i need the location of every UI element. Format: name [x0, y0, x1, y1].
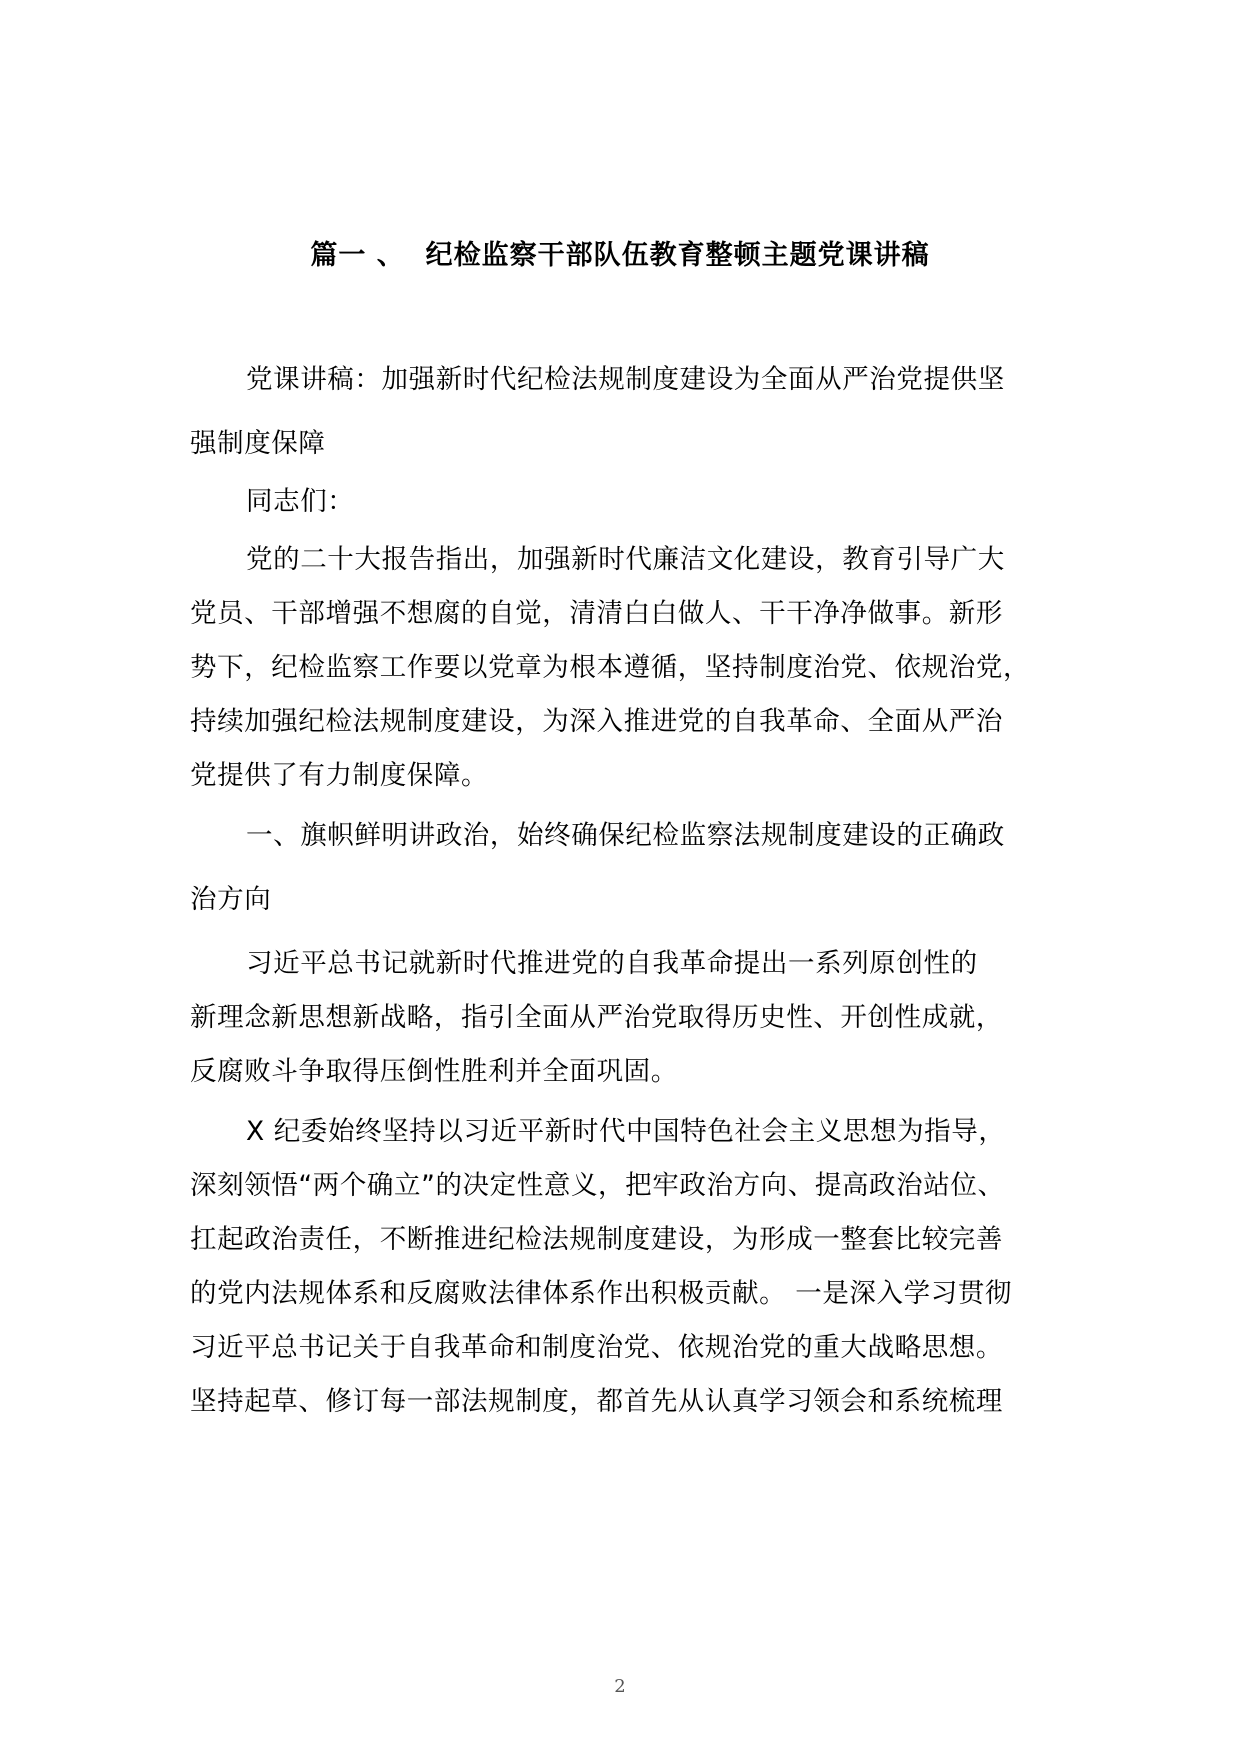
paragraph3-line-2: 深刻领悟“两个确立”的决定性意义，把牢政治方向、提高政治站位、	[190, 1170, 1005, 1201]
paragraph1-line-1: 党的二十大报告指出，加强新时代廉洁文化建设，教育引导广大	[246, 544, 1005, 575]
paragraph1-line-3: 势下，纪检监察工作要以党章为根本遵循，坚持制度治党、依规治党，	[190, 652, 1031, 683]
page-number: 2	[614, 1676, 626, 1697]
paragraph2-line-1: 习近平总书记就新时代推进党的自我革命提出一系列原创性的	[246, 948, 978, 979]
paragraph3-line-6: 坚持起草、修订每一部法规制度，都首先从认真学习领会和系统梳理	[190, 1386, 1003, 1417]
subtitle-line-1: 党课讲稿：加强新时代纪检法规制度建设为全面从严治党提供坚	[246, 364, 1005, 395]
paragraph1-line-2: 党员、干部增强不想腐的自觉，清清白白做人、干干净净做事。新形	[190, 598, 1003, 629]
paragraph3-line-1: X 纪委始终坚持以习近平新时代中国特色社会主义思想为指导，	[246, 1116, 1006, 1147]
paragraph1-line-5: 党提供了有力制度保障。	[190, 760, 489, 791]
paragraph2-line-3: 反腐败斗争取得压倒性胜利并全面巩固。	[190, 1056, 678, 1087]
section1-heading-line-2: 治方向	[190, 884, 272, 915]
section1-heading-line-1: 一、旗帜鲜明讲政治，始终确保纪检监察法规制度建设的正确政	[246, 820, 1005, 851]
subtitle-line-2: 强制度保障	[190, 428, 326, 459]
document-title: 篇一 、 纪检监察干部队伍教育整顿主题党课讲稿	[310, 240, 930, 271]
paragraph1-line-4: 持续加强纪检法规制度建设，为深入推进党的自我革命、全面从严治	[190, 706, 1003, 737]
paragraph3-line-4: 的党内法规体系和反腐败法律体系作出积极贡献。 一是深入学习贯彻	[190, 1278, 1013, 1309]
paragraph3-line-3: 扛起政治责任，不断推进纪检法规制度建设，为形成一整套比较完善	[190, 1224, 1003, 1255]
paragraph3-line-5: 习近平总书记关于自我革命和制度治党、依规治党的重大战略思想。	[190, 1332, 1003, 1363]
paragraph2-line-2: 新理念新思想新战略，指引全面从严治党取得历史性、开创性成就，	[190, 1002, 1003, 1033]
salutation: 同志们：	[246, 486, 355, 517]
